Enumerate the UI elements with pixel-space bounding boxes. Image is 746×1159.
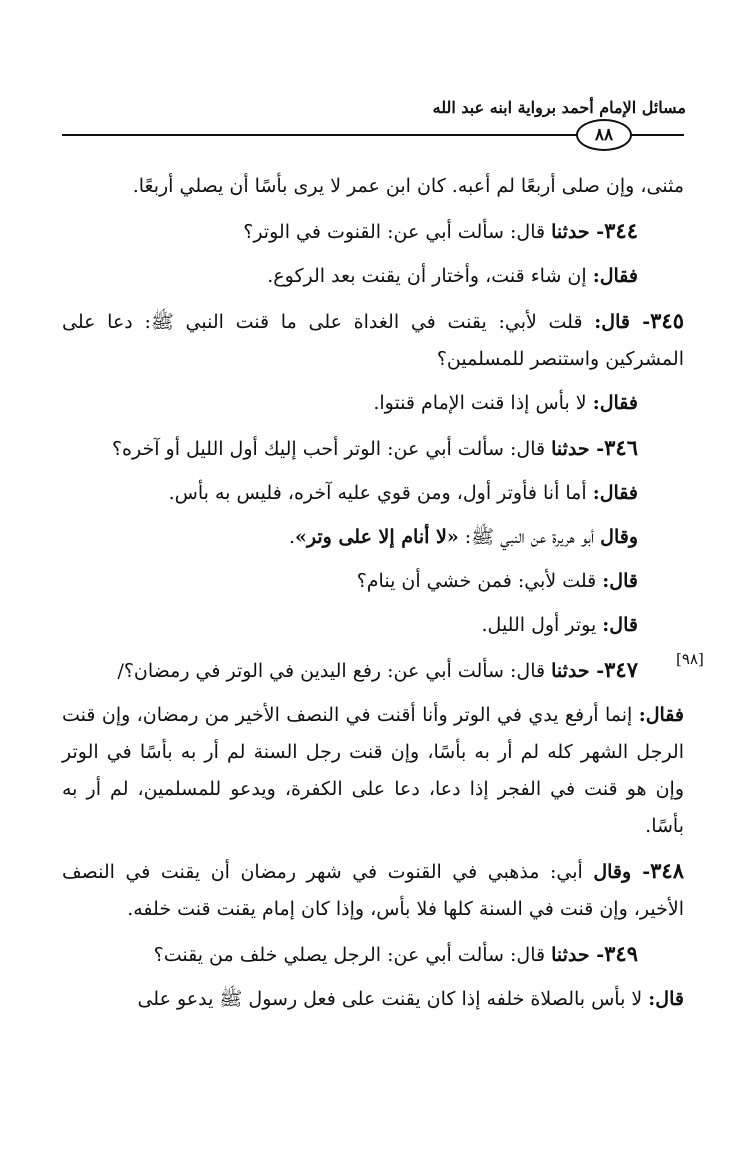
issue-number: ٣٤٥ [650,308,684,333]
paragraph-text: قلت لأبي: فمن خشي أن ينام؟ [356,570,603,592]
paragraph-lead: فقال: [592,482,638,504]
paragraph-lead: - حدثنا [551,660,605,682]
hadith-quote: «لا أنام إلا على وتر» [295,526,459,548]
issue-number: ٣٤٨ [650,858,684,883]
page-number: ٨٨ [576,119,632,151]
paragraph [62,385,684,422]
running-title: مسائل الإمام أحمد برواية ابنه عبد الله [432,98,686,117]
paragraph-text: أبي: مذهبي في القنوت في شهر رمضان أن يقنت في النصف الأخير، وإن قنت في السنة كلها فلا بأس، وإذا كان إمام يقنت قنت خلفه. [62,861,684,920]
paragraph [62,212,684,251]
issue-number: ٣٤٩ [604,941,638,966]
paragraph-lead: - حدثنا [551,221,605,243]
paragraph [62,519,684,556]
paragraph-text: أبو هريرة عن النبي ﷺ: [458,526,601,548]
paragraph-text: لا بأس إذا قنت الإمام قنتوا. [373,392,593,414]
paragraph [62,168,684,205]
paragraph [62,258,684,295]
paragraph [62,651,684,690]
paragraph-lead: - قال: [594,311,651,333]
paragraph-lead: وقال [600,526,638,548]
paragraph [62,981,684,1018]
page-body [62,168,684,1025]
paragraph [62,475,684,512]
paragraph-tail: . [288,526,296,548]
issue-number: ٣٤٧ [604,657,638,682]
paragraph [62,852,684,928]
paragraph-lead: فقال: [638,704,684,726]
margin-page-reference: [٩٨] [676,650,704,668]
paragraph [62,935,684,974]
issue-number: ٣٤٤ [604,218,638,243]
paragraph-text: قال: سألت أبي عن: رفع اليدين في الوتر في رمضان؟/ [117,660,552,682]
paragraph-lead: قال: [602,614,638,636]
paragraph [62,607,684,644]
paragraph-lead: قال: [648,988,684,1010]
paragraph-lead: - حدثنا [551,944,605,966]
paragraph-lead: - حدثنا [551,438,605,460]
paragraph-lead: - وقال [593,861,651,883]
paragraph-lead: قال: [602,570,638,592]
issue-number: ٣٤٦ [604,435,638,460]
paragraph-text: إن شاء قنت، وأختار أن يقنت بعد الركوع. [267,265,593,287]
paragraph [62,302,684,378]
paragraph-text: قال: سألت أبي عن: القنوت في الوتر؟ [243,221,552,243]
paragraph-text: يوتر أول الليل. [481,614,603,636]
paragraph-text: أما أنا فأوتر أول، ومن قوي عليه آخره، فليس به بأس. [168,482,593,504]
paragraph [62,429,684,468]
paragraph-lead: فقال: [592,392,638,414]
paragraph-text: قال: سألت أبي عن: الوتر أحب إليك أول الليل أو آخره؟ [111,438,552,460]
paragraph [62,563,684,600]
paragraph-text: مثنى، وإن صلى أربعًا لم أعبه. كان ابن عمر لا يرى بأسًا أن يصلي أربعًا. [132,175,684,197]
paragraph [62,697,684,845]
paragraph-text: لا بأس بالصلاة خلفه إذا كان يقنت على فعل رسول ﷺ يدعو على [137,988,649,1010]
paragraph-text: قال: سألت أبي عن: الرجل يصلي خلف من يقنت؟ [153,944,552,966]
paragraph-lead: فقال: [592,265,638,287]
paragraph-text: إنما أرفع يدي في الوتر وأنا أقنت في النصف الأخير من رمضان، وإن قنت الرجل الشهر كله لم أر به بأسًا، وإن قنت رجل السنة لم أر به بأسًا في الوتر وإن هو قنت في الفجر إذا دعا، دعا على الكفرة، ويدعو للمسلمين، لم أر به بأسًا. [62,704,684,837]
paragraph-text: قلت لأبي: يقنت في الغداة على ما قنت النبي ﷺ: دعا على المشركين واستنصر للمسلمين؟ [62,311,684,370]
